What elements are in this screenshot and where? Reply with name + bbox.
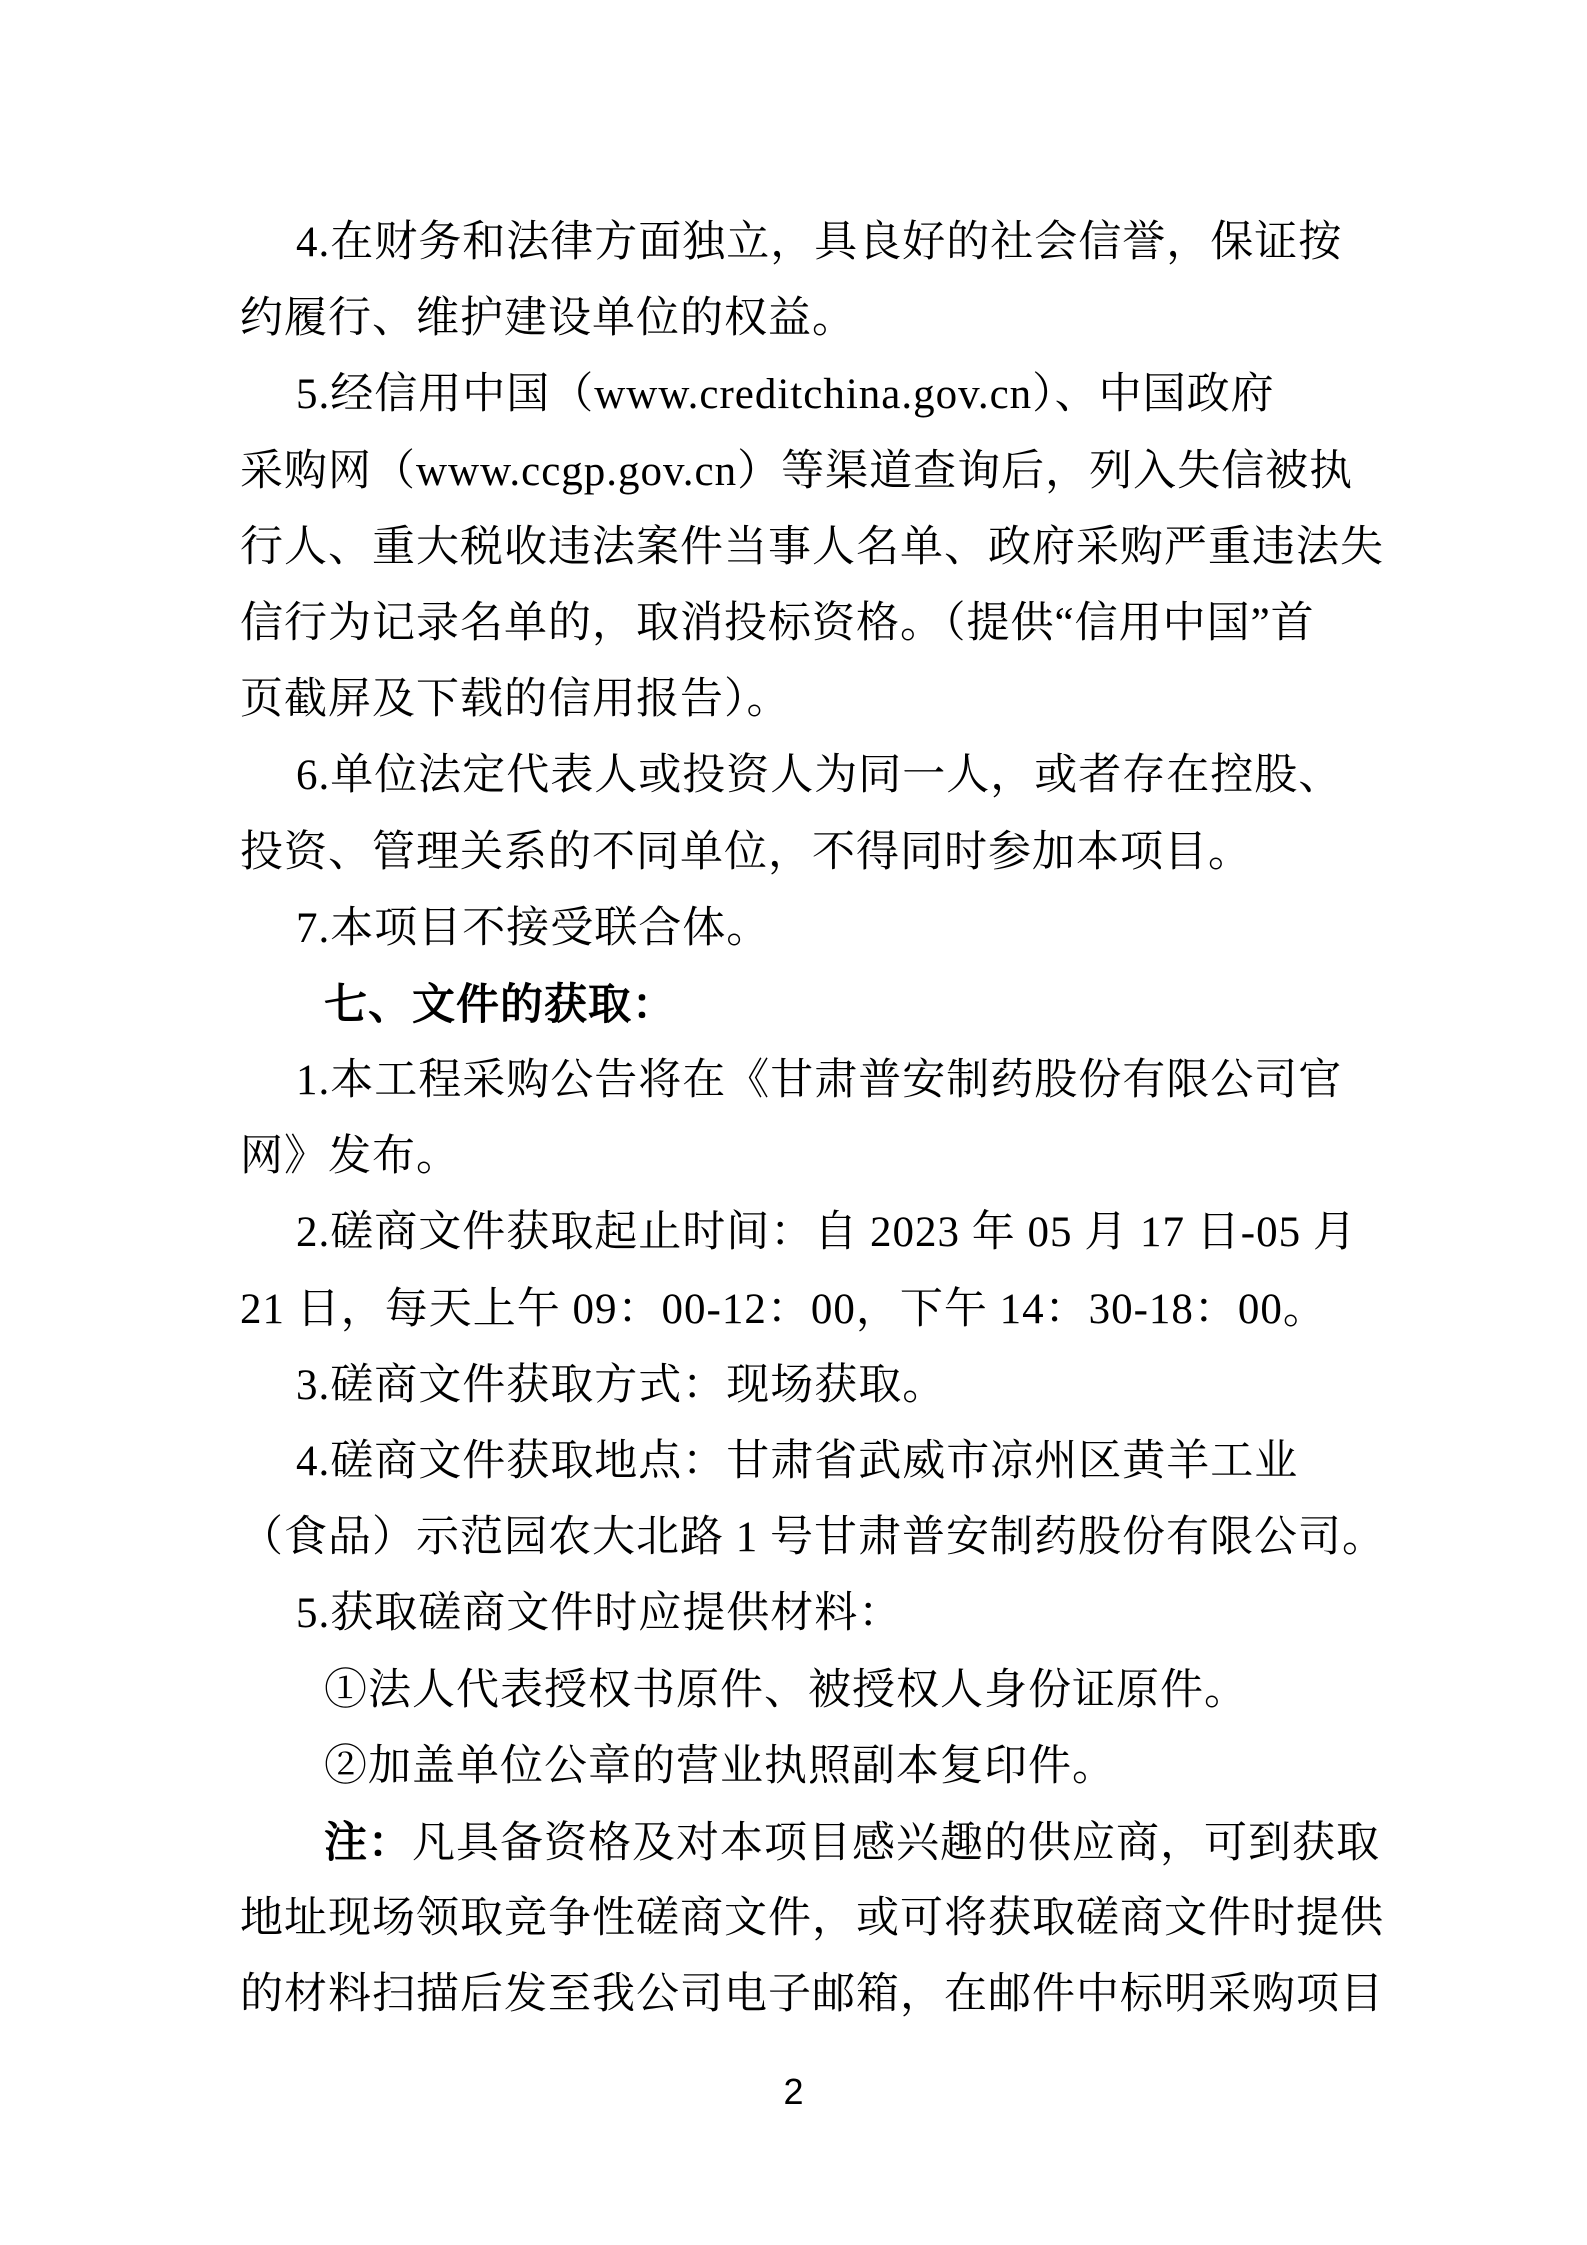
text-line: 行人、重大税收违法案件当事人名单、政府采购严重违法失 <box>240 523 1384 571</box>
text-line: 信行为记录名单的，取消投标资格。（提供“信用中国”首 <box>240 599 1315 647</box>
text-line: 7.本项目不接受联合体。 <box>296 904 771 952</box>
text-line: 地址现场领取竞争性磋商文件，或可将获取磋商文件时提供 <box>240 1895 1384 1943</box>
section-heading-line: 七、文件的获取： <box>324 980 676 1029</box>
text-line: ①法人代表授权书原件、被授权人身份证原件。 <box>324 1666 1248 1714</box>
text-line: 2.磋商文件获取起止时间：自 2023 年 05 月 17 日-05 月 <box>296 1209 1357 1257</box>
text-line: 5.获取磋商文件时应提供材料： <box>296 1590 903 1638</box>
document-body <box>240 205 1386 2034</box>
text-line: 约履行、维护建设单位的权益。 <box>240 295 856 343</box>
note-label: 注： <box>324 1818 412 1867</box>
text-line: 页截屏及下载的信用报告）。 <box>240 676 791 724</box>
text-line: 6.单位法定代表人或投资人为同一人，或者存在控股、 <box>296 752 1343 800</box>
text-line: 5.经信用中国（www.creditchina.gov.cn）、中国政府 <box>296 371 1275 419</box>
text-line: （食品）示范园农大北路 1 号甘肃普安制药股份有限公司。 <box>240 1514 1386 1562</box>
text-line: 的材料扫描后发至我公司电子邮箱，在邮件中标明采购项目 <box>240 1971 1384 2019</box>
text-line: 投资、管理关系的不同单位，不得同时参加本项目。 <box>240 828 1252 876</box>
text-line: 21 日，每天上午 09：00-12：00，下午 14：30-18：00。 <box>240 1285 1327 1333</box>
note-text: 凡具备资格及对本项目感兴趣的供应商，可到获取 <box>412 1819 1380 1867</box>
text-line: ②加盖单位公章的营业执照副本复印件。 <box>324 1742 1116 1790</box>
text-line: 3.磋商文件获取方式：现场获取。 <box>296 1361 947 1409</box>
text-line: 网》发布。 <box>240 1133 460 1181</box>
text-line: 4.磋商文件获取地点：甘肃省武威市凉州区黄羊工业 <box>296 1438 1299 1485</box>
text-line <box>240 1805 1380 1881</box>
text-line: 1.本工程采购公告将在《甘肃普安制药股份有限公司官 <box>296 1057 1343 1105</box>
text-line: 采购网（www.ccgp.gov.cn）等渠道查询后，列入失信被执 <box>240 447 1354 495</box>
text-line: 4.在财务和法律方面独立，具良好的社会信誉，保证按 <box>296 219 1343 266</box>
page-number: 2 <box>783 2071 804 2112</box>
